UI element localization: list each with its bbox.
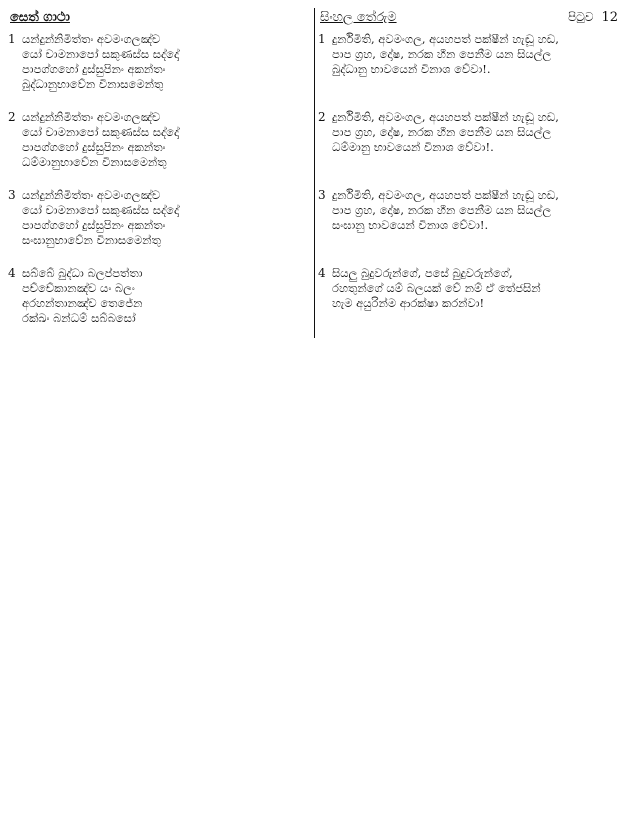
indent: [318, 218, 332, 233]
indent: [8, 281, 22, 296]
verse-line: [8, 233, 308, 248]
indent: [318, 296, 332, 311]
verse-text: දුර්නිමිති, අවමංගල, අයහපත් පක්ෂීන් හැඬූ හඩ,: [332, 110, 559, 124]
indent: [318, 281, 332, 296]
page-label: පිටුව: [568, 10, 594, 24]
verse-text: සංඝානු භාවයෙන් විනාශ වේවා!.: [332, 218, 489, 232]
verse-text: පච්චේකානඤ්ච යං බලං: [22, 281, 135, 295]
stanza-number: 1: [8, 32, 16, 46]
verse-line: [318, 203, 618, 218]
verse-text: පාප ග්‍රහ, දෝෂ, නරක හීන පෙනීම යන සියල්ල: [332, 203, 552, 217]
verse-line: [8, 47, 308, 62]
verse-text: රක්ඛං බන්ධම් සබ්බසෝ: [22, 311, 136, 325]
stanza-gap: [8, 170, 308, 188]
verse-text: සංඝානුභාවේන විනාසමෙන්තු: [22, 233, 161, 247]
indent: [318, 125, 332, 140]
verse-text: පාපග්ගහෝ දුස්සුපිනං අකන්තං: [22, 140, 166, 154]
verse-line: [8, 266, 308, 281]
verse-text: අරහන්තානඤ්ච තෙජේන: [22, 296, 143, 310]
verse-text: පාපග්ගහෝ දුස්සුපිනං අකන්තං: [22, 62, 166, 76]
verse-line: [8, 32, 308, 47]
indent: [318, 203, 332, 218]
verse-text: ධම්මානු භාවයෙන් විනාශ වේවා!.: [332, 140, 494, 154]
verse-text: දුර්නිමිති, අවමංගල, අයහපත් පක්ෂීන් හැඬූ හඩ,: [332, 188, 559, 202]
verse-text: යෝ චාමනාපෝ සකුණස්ස සද්දෝ: [22, 47, 180, 61]
verse-line: [8, 62, 308, 77]
indent: [8, 311, 22, 326]
verse-line: [8, 140, 308, 155]
verse-text: පාප ග්‍රහ, දෝෂ, නරක හීන පෙනීම යන සියල්ල: [332, 125, 552, 139]
verse-text: යන්දුන්නිමිත්තං අවමංගලඤ්ච: [22, 188, 161, 202]
stanza-4: [318, 266, 618, 326]
stanza-2: [8, 110, 308, 170]
verse-line: [8, 218, 308, 233]
verse-text: යන්දුන්නිමිත්තං අවමංගලඤ්ච: [22, 110, 161, 124]
indent: [8, 125, 22, 140]
translation-column: [318, 10, 618, 326]
translation-header: [318, 10, 618, 32]
translation-title: සිංහල තේරුම: [320, 10, 397, 25]
verse-line: [8, 110, 308, 125]
stanza-1: [8, 32, 308, 92]
verse-line: [8, 125, 308, 140]
stanza-gap: [8, 92, 308, 110]
indent: [8, 218, 22, 233]
verse-line: [318, 281, 618, 296]
verse-line: [8, 281, 308, 296]
pali-stanzas: [8, 32, 308, 326]
verse-text: යන්දුන්නිමිත්තං අවමංගලඤ්ච: [22, 32, 161, 46]
pali-header: [8, 10, 308, 32]
verse-text: යෝ චාමනාපෝ සකුණස්ස සද්දෝ: [22, 125, 180, 139]
verse-text: පාප ග්‍රහ, දෝෂ, නරක හීන පෙනීම යන සියල්ල: [332, 47, 552, 61]
verse-text: බුද්ධානු භාවයෙන් විනාශ වේවා!.: [332, 62, 491, 76]
column-divider: [314, 8, 315, 338]
verse-line: [318, 188, 618, 203]
stanza-number: 3: [8, 188, 16, 202]
verse-line: [318, 62, 618, 77]
indent: [8, 140, 22, 155]
stanza-gap: [318, 170, 618, 188]
indent: [8, 233, 22, 248]
verse-text: ධම්මානුභාවේන විනාසමෙන්තු: [22, 155, 167, 169]
stanza-4: [8, 266, 308, 326]
verse-text: දුර්නිමිති, අවමංගල, අයහපත් පක්ෂීන් හැඬූ හඩ,: [332, 32, 559, 46]
indent: [8, 155, 22, 170]
verse-text: සබ්බේ බුද්ධා බලප්පත්තා: [22, 266, 143, 280]
indent: [8, 47, 22, 62]
verse-text: සියලු බුදුවරුන්ගේ, පසේ බුදුවරුන්ගේ,: [332, 266, 513, 280]
pali-title: සෙත් ගාථා: [10, 10, 70, 25]
indent: [8, 203, 22, 218]
indent: [318, 140, 332, 155]
indent: [318, 62, 332, 77]
verse-text: රහතුන්ගේ යම් බලයක් වේ නම් ඒ තේජසින්: [332, 281, 541, 295]
page-number: 12: [601, 10, 618, 25]
verse-line: [8, 188, 308, 203]
verse-line: [8, 203, 308, 218]
stanza-number: 3: [318, 188, 326, 202]
verse-line: [318, 110, 618, 125]
stanza-number: 4: [8, 266, 16, 280]
stanza-number: 2: [8, 110, 16, 124]
translation-stanzas: [318, 32, 618, 326]
stanza-number: 4: [318, 266, 326, 280]
verse-line: [318, 32, 618, 47]
stanza-gap: [318, 92, 618, 110]
verse-text: හැම අයුරින්ම ආරක්ෂා කරන්වා!: [332, 296, 485, 310]
verse-line: [318, 266, 618, 281]
verse-line: [318, 140, 618, 155]
verse-line: [8, 77, 308, 92]
verse-line: [318, 296, 618, 311]
verse-line: [318, 125, 618, 140]
verse-line: [318, 218, 618, 233]
verse-text: පාපග්ගහෝ දුස්සුපිනං අකන්තං: [22, 218, 166, 232]
stanza-gap: [318, 248, 618, 266]
verse-line: [318, 47, 618, 62]
stanza-1: [318, 32, 618, 92]
indent: [8, 62, 22, 77]
stanza-gap: [8, 248, 308, 266]
verse-line: [8, 311, 308, 326]
stanza-3: [8, 188, 308, 248]
verse-text: බුද්ධානුභාවේන විනාසමෙන්තු: [22, 77, 164, 91]
stanza-3: [318, 188, 618, 248]
indent: [318, 47, 332, 62]
verse-text: යෝ චාමනාපෝ සකුණස්ස සද්දෝ: [22, 203, 180, 217]
verse-line: [8, 155, 308, 170]
stanza-number: 2: [318, 110, 326, 124]
pali-column: [8, 10, 308, 326]
stanza-2: [318, 110, 618, 170]
verse-line: [8, 296, 308, 311]
indent: [8, 296, 22, 311]
indent: [8, 77, 22, 92]
stanza-number: 1: [318, 32, 326, 46]
